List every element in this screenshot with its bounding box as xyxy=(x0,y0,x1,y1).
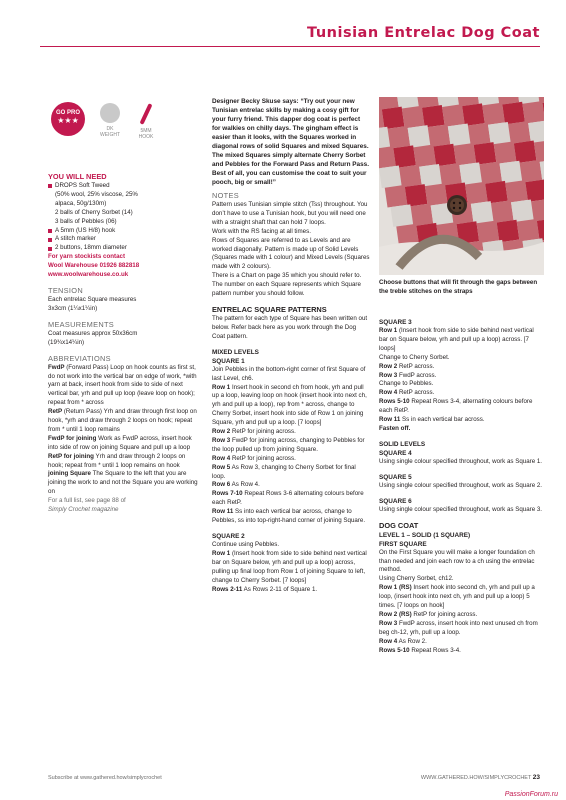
gingham-square xyxy=(517,219,540,242)
first-square-heading: FIRST SQUARE xyxy=(379,540,427,548)
material-name: A stitch marker xyxy=(55,235,96,243)
notes-list xyxy=(212,201,370,299)
icon-label: DK WEIGHT xyxy=(100,126,120,138)
rating-label: GO PRO xyxy=(55,110,80,116)
dog-coat-row xyxy=(379,611,544,620)
note-paragraph: Work with the RS facing at all times. xyxy=(212,227,311,235)
gingham-square xyxy=(408,125,431,148)
mixed-levels-heading: MIXED LEVELS xyxy=(212,348,259,356)
gingham-square xyxy=(411,204,434,227)
row-text: Change to Pebbles. xyxy=(379,380,434,388)
gingham-square xyxy=(462,103,485,126)
material-name: A 5mm (US H/8) hook xyxy=(55,226,116,234)
square-3-row xyxy=(379,416,544,425)
you-will-need-heading: YOU WILL NEED xyxy=(48,172,107,181)
material-detail: alpaca, 50g/130m) xyxy=(55,199,107,207)
square-1-row xyxy=(212,428,370,437)
square-6-heading: SQUARE 6 xyxy=(379,497,412,505)
abbreviation-term: RetP xyxy=(48,408,63,416)
abbreviation-definition: Work as FwdP across, insert hook into side of row on joining Square and pull up a loop xyxy=(48,434,192,451)
row-label: Row 3 xyxy=(379,371,398,379)
abbreviations-list xyxy=(48,364,198,498)
square-2-intro: Continue using Pebbles. xyxy=(212,541,280,548)
row-text: Ss in each vertical bar across. xyxy=(400,416,485,424)
row-label: Row 1 xyxy=(379,327,398,334)
material-item xyxy=(48,182,198,227)
row-label: Row 4 xyxy=(212,454,231,462)
dog-coat-row xyxy=(379,620,544,638)
yarn-ball-icon xyxy=(100,103,120,123)
gingham-square xyxy=(528,120,544,143)
row-text: (Insert hook from side to side behind next vertical bar on Square below, yrh and pull up a loop) across. [7 loops] xyxy=(379,327,534,352)
row-text: As Rows 2-11 of Square 1. xyxy=(242,585,318,593)
crochet-hook-icon xyxy=(140,103,153,125)
row-text: Ss into each vertical bar across, change to Pebbles, ss into top-right-hand corner of joining Square. xyxy=(212,508,366,525)
gingham-square xyxy=(382,107,405,130)
watermark: PassionForum.ru xyxy=(504,791,558,798)
row-text: FwdP across. xyxy=(397,371,437,379)
row-label: Row 11 xyxy=(212,508,234,516)
gingham-square xyxy=(448,124,471,147)
square-3-row xyxy=(379,372,544,381)
material-detail: 3 balls of Pebbles (06) xyxy=(55,217,117,225)
square-1-row xyxy=(212,481,370,490)
square-1-row xyxy=(212,437,370,455)
abbreviation-item xyxy=(48,408,198,435)
row-label: Rows 7-10 xyxy=(212,490,243,498)
column-materials xyxy=(48,172,198,515)
column-patterns xyxy=(212,97,370,594)
square-3-heading: SQUARE 3 xyxy=(379,319,412,326)
row-text: Change to Cherry Sorbet. xyxy=(379,353,450,361)
dog-coat-row xyxy=(379,584,544,611)
icon-label: 5MM HOOK xyxy=(138,128,154,140)
gingham-square xyxy=(379,146,396,169)
abbreviation-term: FwdP xyxy=(48,363,65,371)
row-text: RetP across. xyxy=(397,362,435,370)
row-text: FwdP across, insert hook into next unused ch from beg ch-12, yrh, pull up a loop. xyxy=(379,619,538,636)
dog-coat-rows xyxy=(379,584,544,655)
square-5-heading: SQUARE 5 xyxy=(379,473,412,481)
row-label: Row 3 xyxy=(212,436,231,444)
row-text: Repeat Rows 3-6 alternating colours before each RetP. xyxy=(212,490,364,507)
row-text: RetP for joining across. xyxy=(411,610,478,618)
row-label: Row 6 xyxy=(212,481,231,489)
row-text: RetP for joining across. xyxy=(230,428,296,436)
bullet-square-icon xyxy=(48,247,52,251)
material-detail: (50% wool, 25% viscose, 25% xyxy=(55,190,138,198)
gingham-square xyxy=(428,124,451,147)
square-1-row xyxy=(212,455,370,464)
footer-site: WWW.GATHERED.HOW/SIMPLYCROCHET 23 xyxy=(420,774,540,781)
gingham-square xyxy=(505,180,528,203)
row-label: Row 4 xyxy=(379,637,398,645)
abbreviation-definition: The Square to the left that you are joining the work to and not the Square you are working on xyxy=(48,470,198,496)
patterns-intro: The pattern for each type of Square has been written out below. Refer back here as you work through the Dog Coat pattern. xyxy=(212,314,368,340)
gingham-square xyxy=(522,101,544,124)
square-1-intro: Join Pebbles in the bottom-right corner of first Square of last Level, ch6. xyxy=(212,365,366,382)
gingham-square xyxy=(442,104,465,127)
square-2-row xyxy=(212,550,370,586)
square-3-row xyxy=(379,354,544,363)
page-number: 23 xyxy=(532,774,540,781)
first-square-text-2: Using Cherry Sorbet, ch12. xyxy=(379,575,454,583)
abbreviations-heading: ABBREVIATIONS xyxy=(48,353,111,363)
square-4-heading: SQUARE 4 xyxy=(379,449,412,457)
row-label: Row 1 (RS) xyxy=(379,584,412,592)
gingham-square xyxy=(422,105,445,128)
stockists: For yarn stockists contact Wool Warehouse 01926 882818 www.woolwarehouse.co.uk xyxy=(48,253,140,279)
row-text: Insert hook into second ch, yrh and pull up a loop, (insert hook into next ch, yrh and pull up a loop) 5 times. [7 loops on hook] xyxy=(379,584,535,610)
row-label: Row 2 xyxy=(212,428,231,436)
rating-stars: ★★★ xyxy=(57,116,79,125)
square-5-text: Using single colour specified throughout, work as Square 2. xyxy=(379,481,543,489)
row-text: Repeat Rows 3-4, alternating colours before each RetP. xyxy=(379,398,533,415)
material-item xyxy=(48,244,198,253)
abbreviation-term: FwdP for joining xyxy=(48,434,97,442)
gingham-square xyxy=(393,145,416,168)
note-paragraph: There is a Chart on page 35 which you should refer to. The number on each Square represents which Square pattern number you should follow. xyxy=(212,272,362,298)
photo-caption: Choose buttons that will fit through the gaps between the treble stitches on the straps xyxy=(379,279,538,295)
gingham-square xyxy=(413,145,436,168)
dk-weight-icon xyxy=(92,103,128,138)
row-text: As Row 2. xyxy=(397,637,427,645)
row-label: Rows 5-10 xyxy=(379,398,410,406)
square-1-row xyxy=(212,464,370,482)
abbreviation-term: joining Square xyxy=(48,470,91,478)
gingham-square xyxy=(468,123,491,146)
title-rule xyxy=(40,46,540,47)
row-text: (Insert hook from side to side behind next vertical bar on Square below, yrh and pull up a loop) across, pulling up final loop from Row 1 of joining Square to left, change to Cherry Sorbet. [7 loops] xyxy=(212,549,367,584)
hook-size-icon xyxy=(128,103,164,140)
dog-coat-row xyxy=(379,638,544,647)
gingham-square xyxy=(494,141,517,164)
square-1-row xyxy=(212,384,370,429)
abbreviation-item xyxy=(48,435,198,453)
row-label: Row 2 xyxy=(379,362,398,370)
dog-coat-photo-image xyxy=(379,97,544,275)
full-list-note: For a full list, see page 88 of Simply Crochet magazine xyxy=(48,497,126,514)
gingham-square xyxy=(511,200,534,223)
note-paragraph: Rows of Squares are referred to as Levels and are worked diagonally. Pattern is made up of Solid Levels (Squares made with 1 colour) and Mixed Levels (Squares made with 2 colours). xyxy=(212,236,370,271)
material-detail: 2 balls of Cherry Sorbet (14) xyxy=(55,208,133,216)
patterns-heading: ENTRELAC SQUARE PATTERNS xyxy=(212,304,327,314)
gingham-square xyxy=(479,162,502,185)
row-label: Row 4 xyxy=(379,389,398,397)
gingham-square xyxy=(474,142,497,165)
square-3-row xyxy=(379,327,544,354)
gingham-square xyxy=(525,179,544,202)
square-4-text: Using single colour specified throughout, work as Square 1. xyxy=(379,457,543,465)
gingham-square xyxy=(388,126,411,149)
square-1-rows xyxy=(212,384,370,527)
measurements-text: Coat measures approx 50x36cm (19¾x14¼in) xyxy=(48,329,138,346)
bullet-square-icon xyxy=(48,238,52,242)
footer-subscribe: Subscribe at www.gathered.how/simplycrochet xyxy=(48,775,162,781)
material-name: DROPS Soft Tweed xyxy=(55,182,110,189)
abbreviation-item xyxy=(48,364,198,409)
bullet-square-icon xyxy=(48,229,52,233)
tension-heading: TENSION xyxy=(48,285,83,295)
square-6-text: Using single colour specified throughout, work as Square 3. xyxy=(379,505,543,513)
abbreviation-term: RetP for joining xyxy=(48,452,94,460)
row-text: Insert hook in second ch from hook, yrh and pull up a loop, leaving loop on hook (insert hook into next ch, yrh and pull up a loop), rep from * across, change to Cherry Sorbet, insert hook into side of Row 1 on joining Square, yrh and pull up a loop. [7 loops] xyxy=(212,383,367,427)
gingham-square xyxy=(402,106,425,129)
square-1-heading: SQUARE 1 xyxy=(212,357,245,365)
materials-list xyxy=(48,182,198,253)
gingham-square xyxy=(497,220,520,243)
row-text: FwdP for joining across, changing to Pebbles for the loop pulled up from joining Square. xyxy=(212,436,365,453)
row-label: Rows 2-11 xyxy=(212,585,243,593)
gingham-square xyxy=(405,184,428,207)
gingham-square xyxy=(379,166,402,189)
gingham-square xyxy=(433,144,456,167)
first-square-text: On the First Square you will make a longer foundation ch than needed and join each row to a ch using the entrelac method. xyxy=(379,548,535,574)
row-text: As Row 3, changing to Cherry Sorbet for final loop. xyxy=(212,463,356,480)
row-text: As Row 4. xyxy=(230,481,260,489)
note-paragraph: Pattern uses Tunisian simple stitch (Tss) throughout. You don’t have to use a Tunisian hook, but you will need one with a straight shaft that can hold 7 loops. xyxy=(212,201,368,226)
row-text: RetP for joining across. xyxy=(230,454,296,462)
gingham-square xyxy=(508,121,531,144)
abbreviation-item xyxy=(48,453,198,471)
square-3-row xyxy=(379,398,544,416)
bullet-square-icon xyxy=(48,184,52,188)
square-2-heading: SQUARE 2 xyxy=(212,533,245,540)
square-3-row xyxy=(379,380,544,389)
gingham-square xyxy=(425,183,448,206)
row-label: Row 11 xyxy=(379,416,401,424)
gingham-square xyxy=(454,143,477,166)
level-1-heading: LEVEL 1 – SOLID (1 SQUARE) xyxy=(379,531,471,539)
gingham-square xyxy=(491,200,514,223)
abbreviation-definition: Yrh and draw through 2 loops on hook; repeat from * until 1 loop remains on hook xyxy=(48,452,186,469)
gingham-square xyxy=(419,164,442,187)
material-item xyxy=(48,235,198,244)
gingham-square xyxy=(514,141,537,164)
row-label: Row 1 xyxy=(212,549,231,557)
square-3-row xyxy=(379,363,544,372)
row-label: Rows 5-10 xyxy=(379,646,410,654)
dog-coat-row xyxy=(379,647,544,656)
column-dog-coat xyxy=(379,318,544,655)
gingham-square xyxy=(482,103,505,126)
gingham-square xyxy=(391,204,414,227)
square-3-rows xyxy=(379,327,544,434)
material-name: 2 buttons, 18mm diameter xyxy=(55,244,127,252)
square-2-row xyxy=(212,586,370,595)
page-title: Tunisian Entrelac Dog Coat xyxy=(307,25,540,41)
measurements-heading: MEASUREMENTS xyxy=(48,319,115,329)
square-1-row xyxy=(212,508,370,526)
gingham-square xyxy=(485,181,508,204)
gingham-square xyxy=(399,165,422,188)
row-label: Row 5 xyxy=(212,463,231,471)
gingham-square xyxy=(488,122,511,145)
tension-text: Each entrelac Square measures 3x3cm (1¼x1¼in) xyxy=(48,295,137,312)
gingham-square xyxy=(439,163,462,186)
designer-intro: Designer Becky Skuse says: “Try out your new Tunisian entrelac skills by making a cosy gift for your furry friend. This dapper dog coat is perfect for walkies on chilly days. The gingham effect is easier than it looks, with the Squares worked in diagonal rows of solid Squares and mixed Squares. The mixed Squares simply alternate Cherry Sorbet and Pebbles for the Forward Pass and Return Pass. Best of all, you can customise the coat to suit your pooch, big or small!” xyxy=(212,98,369,186)
gingham-square xyxy=(520,160,543,183)
gingham-square xyxy=(459,162,482,185)
dog-coat-heading: DOG COAT xyxy=(379,520,419,530)
solid-levels-heading: SOLID LEVELS xyxy=(379,440,426,448)
square-1-row xyxy=(212,490,370,508)
row-label: Row 2 (RS) xyxy=(379,610,412,618)
gingham-square xyxy=(502,102,525,125)
row-label: Row 1 xyxy=(212,383,231,391)
row-label: Fasten off. xyxy=(379,424,411,432)
gingham-square xyxy=(385,185,408,208)
abbreviation-definition: (Return Pass) Yrh and draw through first loop on hook, *yrh and draw through 2 loops on hook; repeat from * until 1 loop remains xyxy=(48,408,197,433)
abbreviation-definition: (Forward Pass) Loop on hook counts as first st, do not work into the vertical bar on edge of work, *with yarn at back, insert hook from side to side of next vertical bar, yrh and pull up loop (leave loop on hook); repeat from * across xyxy=(48,363,197,407)
gingham-square xyxy=(477,220,500,243)
gingham-square xyxy=(471,201,494,224)
gingham-square xyxy=(499,161,522,184)
square-3-row xyxy=(379,389,544,398)
gingham-square xyxy=(465,182,488,205)
row-text: RetP across. xyxy=(397,389,435,397)
square-2-rows xyxy=(212,550,370,595)
material-item xyxy=(48,227,198,236)
notes-heading: NOTES xyxy=(212,191,239,200)
row-text: Repeat Rows 3-4. xyxy=(409,646,461,654)
skill-rating-badge xyxy=(51,102,85,136)
abbreviation-item xyxy=(48,470,198,497)
dog-coat-photo xyxy=(379,97,544,275)
row-label: Row 3 xyxy=(379,619,398,627)
square-3-row xyxy=(379,425,544,434)
